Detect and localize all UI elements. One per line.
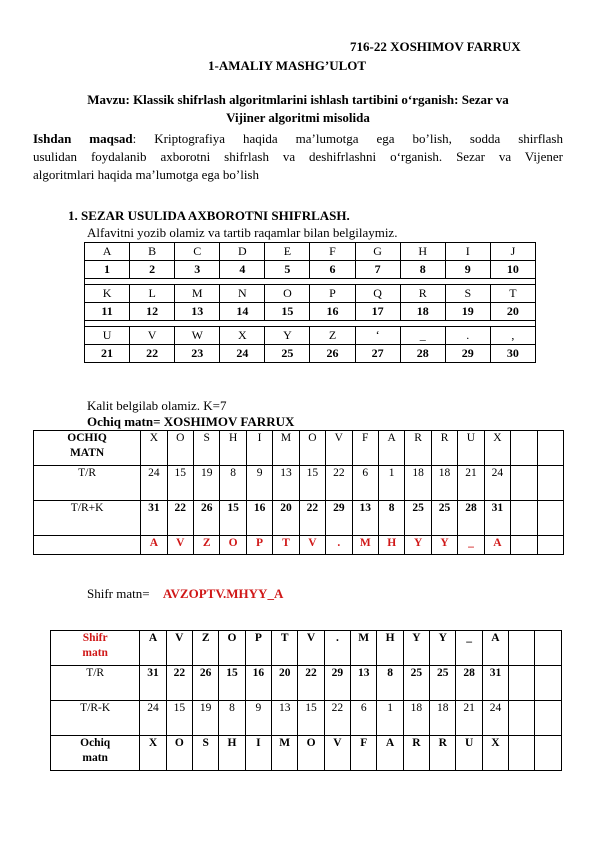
dec-open-row-label xyxy=(51,736,140,771)
enc-open-row-label-line: OCHIQ xyxy=(67,432,107,444)
tr-number-cell: 9 xyxy=(246,466,272,501)
enc-open-row-label xyxy=(34,431,141,466)
tr-number-cell: 21 xyxy=(458,466,484,501)
tr-number-cell: 18 xyxy=(405,466,431,501)
cipher-letter-cell: A xyxy=(482,631,508,666)
alphabet-letter: M xyxy=(175,285,220,303)
work-title: 1-AMALIY MASHG’ULOT xyxy=(208,58,367,73)
section-heading: 1. SEZAR USULIDA AXBOROTNI SHIFRLASH. xyxy=(68,208,350,223)
open-letter-cell: X xyxy=(484,431,510,466)
dec-open-row xyxy=(51,736,562,771)
cipher-letter-cell: A xyxy=(140,631,166,666)
trk-number-cell xyxy=(511,501,537,536)
trk-number-cell: 8 xyxy=(378,501,404,536)
tr-number-cell: 22 xyxy=(166,666,192,701)
alphabet-number: 8 xyxy=(400,261,445,279)
alphabet-number: 3 xyxy=(175,261,220,279)
tr-number-cell: 8 xyxy=(377,666,403,701)
cipher-letter-cell: Z xyxy=(194,536,220,555)
alphabet-letter: O xyxy=(265,285,310,303)
dec-cipher-row-label xyxy=(51,631,140,666)
cipher-label: Shifr matn= xyxy=(87,586,150,601)
alphabet-letter: H xyxy=(400,243,445,261)
tr-number-cell: 16 xyxy=(245,666,271,701)
cipher-letter-cell xyxy=(511,536,537,555)
alphabet-number: 14 xyxy=(220,303,265,321)
open-letter-cell: S xyxy=(193,736,219,771)
enc-cipher-row-label xyxy=(34,536,141,555)
cipher-letter-cell: O xyxy=(219,631,245,666)
open-letter-cell: R xyxy=(405,431,431,466)
alphabet-number: 17 xyxy=(355,303,400,321)
trk-number-cell: 24 xyxy=(140,701,166,736)
alphabet-letter: B xyxy=(130,243,175,261)
alphabet-letter: T xyxy=(490,285,535,303)
trk-number-cell: 24 xyxy=(482,701,508,736)
cipher-letter-cell: T xyxy=(272,631,298,666)
alphabet-letter: Y xyxy=(265,327,310,345)
open-letter-cell: V xyxy=(326,431,352,466)
alphabet-number: 27 xyxy=(355,345,400,363)
dec-cipher-row-label-line: Shifr xyxy=(82,632,108,644)
cipher-line xyxy=(87,586,283,602)
cipher-letter-cell: A xyxy=(141,536,167,555)
alphabet-numbers-row xyxy=(85,261,536,279)
alphabet-letter: D xyxy=(220,243,265,261)
alphabet-letter: J xyxy=(490,243,535,261)
goal-label: Ishdan maqsad xyxy=(33,131,133,146)
alphabet-number: 28 xyxy=(400,345,445,363)
trk-number-cell: 29 xyxy=(326,501,352,536)
cipher-letter-cell: H xyxy=(377,631,403,666)
goal-line-2: usulidan foydalanib axborotni shifrlash va deshifrlashni o‘rganish. Sezar va Vijener xyxy=(33,149,563,164)
tr-number-cell: 15 xyxy=(299,466,325,501)
open-letter-cell: H xyxy=(220,431,246,466)
alphabet-letter: Z xyxy=(310,327,355,345)
tr-number-cell: 31 xyxy=(140,666,166,701)
cipher-letter-cell: P xyxy=(245,631,271,666)
cipher-letter-cell: Y xyxy=(430,631,456,666)
alphabet-letters-row xyxy=(85,285,536,303)
cipher-letter-cell: _ xyxy=(456,631,482,666)
cipher-letter-cell: Y xyxy=(405,536,431,555)
alphabet-number: 21 xyxy=(85,345,130,363)
trk-number-cell: 22 xyxy=(324,701,350,736)
alphabet-letter: N xyxy=(220,285,265,303)
enc-open-row-label-line: MATN xyxy=(69,447,105,459)
dec-cipher-row xyxy=(51,631,562,666)
alphabet-number: 5 xyxy=(265,261,310,279)
cipher-letter-cell: Y xyxy=(403,631,429,666)
cipher-letter-cell xyxy=(537,536,564,555)
tr-number-cell: 19 xyxy=(194,466,220,501)
open-letter-cell: S xyxy=(194,431,220,466)
tr-number-cell: 13 xyxy=(351,666,377,701)
alphabet-letter: _ xyxy=(400,327,445,345)
tr-number-cell: 24 xyxy=(141,466,167,501)
tr-number-cell: 20 xyxy=(272,666,298,701)
tr-number-cell: 25 xyxy=(430,666,456,701)
student-header: 716-22 XOSHIMOV FARRUX xyxy=(350,39,521,54)
alphabet-letter: , xyxy=(490,327,535,345)
dec-tr-row-label: T/R xyxy=(51,666,140,701)
alphabet-letters-row xyxy=(85,243,536,261)
alphabet-number: 11 xyxy=(85,303,130,321)
encryption-table xyxy=(33,430,564,555)
trk-number-cell: 15 xyxy=(220,501,246,536)
cipher-letter-cell: Y xyxy=(431,536,457,555)
cipher-letter-cell: M xyxy=(351,631,377,666)
section-intro: Alfavitni yozib olamiz va tartib raqamlar bilan belgilaymiz. xyxy=(87,225,398,240)
tr-number-cell: 31 xyxy=(482,666,508,701)
tr-number-cell: 6 xyxy=(352,466,378,501)
dec-trk-row xyxy=(51,701,562,736)
trk-number-cell: 25 xyxy=(431,501,457,536)
tr-number-cell: 15 xyxy=(219,666,245,701)
key-line: Kalit belgilab olamiz. K=7 xyxy=(87,398,227,413)
trk-number-cell: 1 xyxy=(377,701,403,736)
cipher-letter-cell: T xyxy=(273,536,299,555)
tr-number-cell: 13 xyxy=(273,466,299,501)
tr-number-cell: 22 xyxy=(326,466,352,501)
tr-number-cell xyxy=(509,666,535,701)
alphabet-number: 29 xyxy=(445,345,490,363)
cipher-letter-cell: P xyxy=(246,536,272,555)
cipher-letter-cell: A xyxy=(484,536,510,555)
open-letter-cell: V xyxy=(324,736,350,771)
alphabet-letter: X xyxy=(220,327,265,345)
alphabet-letter: ‘ xyxy=(355,327,400,345)
trk-number-cell: 22 xyxy=(167,501,193,536)
dec-cipher-row-label-line: matn xyxy=(82,647,108,659)
open-letter-cell: F xyxy=(352,431,378,466)
open-letter-cell: M xyxy=(273,431,299,466)
open-letter-cell: U xyxy=(458,431,484,466)
open-letter-cell: A xyxy=(377,736,403,771)
cipher-letter-cell: M xyxy=(352,536,378,555)
trk-number-cell: 31 xyxy=(141,501,167,536)
open-letter-cell: O xyxy=(166,736,192,771)
trk-number-cell xyxy=(509,701,535,736)
open-letter-cell: X xyxy=(140,736,166,771)
trk-number-cell: 20 xyxy=(273,501,299,536)
alphabet-number: 2 xyxy=(130,261,175,279)
open-letter-cell xyxy=(537,431,564,466)
alphabet-number: 4 xyxy=(220,261,265,279)
alphabet-letter: K xyxy=(85,285,130,303)
trk-number-cell xyxy=(535,701,562,736)
cipher-letter-cell: . xyxy=(326,536,352,555)
alphabet-number: 9 xyxy=(445,261,490,279)
trk-number-cell: 16 xyxy=(246,501,272,536)
decryption-table xyxy=(50,630,562,771)
tr-number-cell xyxy=(511,466,537,501)
open-letter-cell: X xyxy=(141,431,167,466)
alphabet-letter: E xyxy=(265,243,310,261)
alphabet-letter: R xyxy=(400,285,445,303)
alphabet-letter: I xyxy=(445,243,490,261)
cipher-letter-cell xyxy=(535,631,562,666)
alphabet-number: 6 xyxy=(310,261,355,279)
alphabet-number: 26 xyxy=(310,345,355,363)
tr-number-cell: 26 xyxy=(193,666,219,701)
alphabet-numbers-row xyxy=(85,303,536,321)
cipher-letter-cell: _ xyxy=(458,536,484,555)
open-letter-cell: H xyxy=(219,736,245,771)
trk-number-cell: 22 xyxy=(299,501,325,536)
alphabet-number: 18 xyxy=(400,303,445,321)
alphabet-letter: L xyxy=(130,285,175,303)
alphabet-letter: W xyxy=(175,327,220,345)
alphabet-number: 7 xyxy=(355,261,400,279)
alphabet-number: 30 xyxy=(490,345,535,363)
open-letter-cell xyxy=(509,736,535,771)
open-letter-cell: I xyxy=(245,736,271,771)
alphabet-number: 24 xyxy=(220,345,265,363)
open-letter-cell: R xyxy=(431,431,457,466)
enc-tr-row xyxy=(34,466,564,501)
trk-number-cell: 28 xyxy=(458,501,484,536)
trk-number-cell: 18 xyxy=(430,701,456,736)
enc-trk-row xyxy=(34,501,564,536)
open-letter-cell: R xyxy=(430,736,456,771)
open-letter-cell xyxy=(511,431,537,466)
alphabet-number: 23 xyxy=(175,345,220,363)
alphabet-number: 10 xyxy=(490,261,535,279)
enc-open-row xyxy=(34,431,564,466)
trk-number-cell: 15 xyxy=(298,701,324,736)
tr-number-cell: 15 xyxy=(167,466,193,501)
cipher-letter-cell: Z xyxy=(193,631,219,666)
open-letter-cell: F xyxy=(351,736,377,771)
enc-cipher-row xyxy=(34,536,564,555)
dec-open-row-label-line: Ochiq xyxy=(80,737,111,749)
goal-paragraph xyxy=(33,130,563,184)
tr-number-cell: 8 xyxy=(220,466,246,501)
cipher-value: AVZOPTV.MHYY_A xyxy=(162,586,284,601)
open-letter-cell: R xyxy=(403,736,429,771)
cipher-letter-cell: . xyxy=(324,631,350,666)
alphabet-number: 12 xyxy=(130,303,175,321)
trk-number-cell: 18 xyxy=(403,701,429,736)
enc-tr-row-label: T/R xyxy=(34,466,141,501)
trk-number-cell: 19 xyxy=(193,701,219,736)
alphabet-letter: U xyxy=(85,327,130,345)
alphabet-letter: S xyxy=(445,285,490,303)
open-letter-cell: O xyxy=(298,736,324,771)
open-letter-cell: X xyxy=(482,736,508,771)
enc-trk-row-label: T/R+K xyxy=(34,501,141,536)
tr-number-cell: 28 xyxy=(456,666,482,701)
alphabet-letter: G xyxy=(355,243,400,261)
tr-number-cell: 1 xyxy=(378,466,404,501)
tr-number-cell xyxy=(535,666,562,701)
tr-number-cell: 18 xyxy=(431,466,457,501)
trk-number-cell: 6 xyxy=(351,701,377,736)
alphabet-letter: C xyxy=(175,243,220,261)
open-letter-cell: A xyxy=(378,431,404,466)
alphabet-number: 20 xyxy=(490,303,535,321)
open-letter-cell xyxy=(535,736,562,771)
goal-line-1: : Kriptografiya haqida ma’lumotga ega bo’lish, sodda shirflash xyxy=(132,131,563,146)
tr-number-cell: 29 xyxy=(324,666,350,701)
cipher-letter-cell: V xyxy=(299,536,325,555)
cipher-letter-cell: V xyxy=(298,631,324,666)
open-letter-cell: U xyxy=(456,736,482,771)
alphabet-table xyxy=(84,242,536,363)
alphabet-number: 13 xyxy=(175,303,220,321)
topic-line-2: Vijiner algoritmi misolida xyxy=(226,110,370,125)
alphabet-number: 25 xyxy=(265,345,310,363)
trk-number-cell: 21 xyxy=(456,701,482,736)
alphabet-letter: P xyxy=(310,285,355,303)
open-letter-cell: O xyxy=(167,431,193,466)
plain-text-line: Ochiq matn= XOSHIMOV FARRUX xyxy=(87,414,295,429)
cipher-letter-cell: V xyxy=(167,536,193,555)
alphabet-letter: F xyxy=(310,243,355,261)
trk-number-cell: 26 xyxy=(194,501,220,536)
topic-line-1: Mavzu: Klassik shifrlash algoritmlarini ishlash tartibini o‘rganish: Sezar va xyxy=(87,92,509,107)
dec-tr-row xyxy=(51,666,562,701)
open-letter-cell: M xyxy=(272,736,298,771)
tr-number-cell: 25 xyxy=(403,666,429,701)
cipher-letter-cell: V xyxy=(166,631,192,666)
cipher-letter-cell: H xyxy=(378,536,404,555)
trk-number-cell: 15 xyxy=(166,701,192,736)
alphabet-letter: A xyxy=(85,243,130,261)
trk-number-cell: 9 xyxy=(245,701,271,736)
alphabet-letter: . xyxy=(445,327,490,345)
tr-number-cell: 22 xyxy=(298,666,324,701)
alphabet-number: 15 xyxy=(265,303,310,321)
dec-trk-row-label: T/R-K xyxy=(51,701,140,736)
alphabet-letters-row xyxy=(85,327,536,345)
trk-number-cell: 8 xyxy=(219,701,245,736)
trk-number-cell: 31 xyxy=(484,501,510,536)
alphabet-number: 1 xyxy=(85,261,130,279)
alphabet-number: 19 xyxy=(445,303,490,321)
trk-number-cell xyxy=(537,501,564,536)
goal-line-3: algoritmlari haqida ma’lumotga ega bo’lish xyxy=(33,167,259,182)
alphabet-numbers-row xyxy=(85,345,536,363)
trk-number-cell: 13 xyxy=(352,501,378,536)
cipher-letter-cell: O xyxy=(220,536,246,555)
alphabet-letter: V xyxy=(130,327,175,345)
dec-open-row-label-line: matn xyxy=(82,752,108,764)
alphabet-number: 22 xyxy=(130,345,175,363)
tr-number-cell xyxy=(537,466,564,501)
cipher-letter-cell xyxy=(509,631,535,666)
open-letter-cell: O xyxy=(299,431,325,466)
alphabet-number: 16 xyxy=(310,303,355,321)
tr-number-cell: 24 xyxy=(484,466,510,501)
trk-number-cell: 25 xyxy=(405,501,431,536)
open-letter-cell: I xyxy=(246,431,272,466)
trk-number-cell: 13 xyxy=(272,701,298,736)
alphabet-letter: Q xyxy=(355,285,400,303)
